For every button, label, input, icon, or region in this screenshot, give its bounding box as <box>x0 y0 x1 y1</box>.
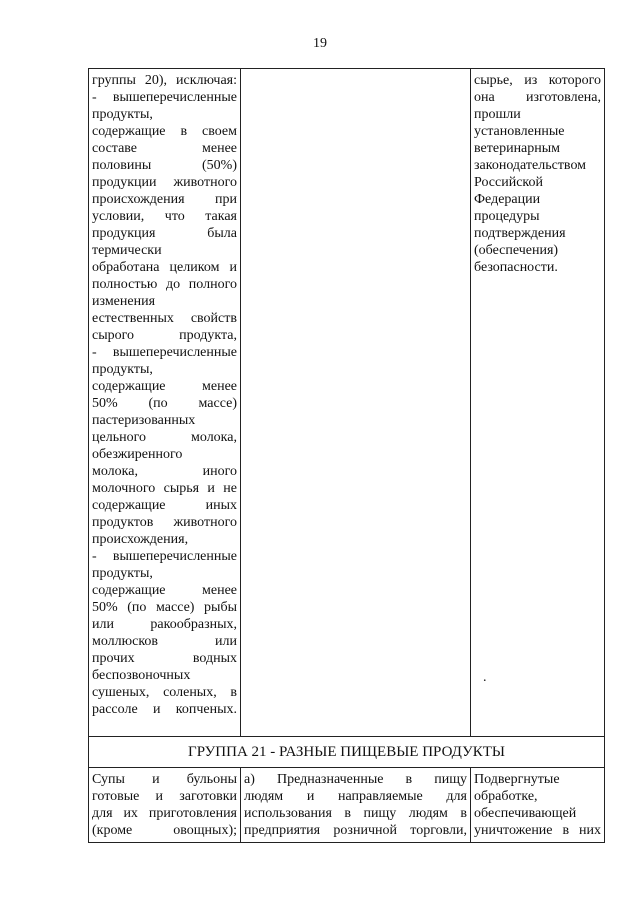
cell-empty <box>241 69 471 737</box>
table-row <box>89 768 605 843</box>
text-line: беспозвоночных <box>92 668 191 683</box>
text-line: она изготовлена, <box>474 90 601 105</box>
text-line: обработана целиком и <box>92 260 237 275</box>
text-line: ветеринарным <box>474 141 561 156</box>
page-number: 19 <box>313 36 327 51</box>
cell-lines <box>92 72 237 718</box>
text-line: продукции животного <box>92 175 237 190</box>
text-line: продукция была <box>92 226 237 241</box>
text-line: установленные <box>474 124 565 139</box>
text-line: подтверждения <box>474 226 566 241</box>
text-line: содержащие иных <box>92 498 237 513</box>
text-line: безопасности. <box>474 260 558 275</box>
cell-conditions <box>471 69 605 737</box>
text-line: содержащие менее <box>92 379 237 394</box>
group-heading: ГРУППА 21 - РАЗНЫЕ ПИЩЕВЫЕ ПРОДУКТЫ <box>89 737 605 768</box>
text-line: готовые и заготовки <box>92 789 237 804</box>
text-line: - вышеперечисленные <box>92 549 237 564</box>
text-line: обеспечивающей <box>474 806 577 821</box>
text-line: естественных свойств <box>92 311 237 326</box>
cell-products-exclusions <box>89 69 241 737</box>
text-line: содержащие в своем <box>92 124 237 139</box>
text-line: условии, что такая <box>92 209 237 224</box>
text-line: предприятия розничной торговли, <box>244 823 467 838</box>
text-line: 50% (по массе) <box>92 396 237 411</box>
cell-lines <box>92 771 237 839</box>
regulation-table <box>88 68 605 843</box>
text-line: Подвергнутые <box>474 772 560 787</box>
text-line: моллюсков или <box>92 634 237 649</box>
text-line: Федерации <box>474 192 541 207</box>
text-line: людям и направляемые для <box>244 789 467 804</box>
text-line: половины (50%) <box>92 158 237 173</box>
cell-lines <box>244 771 467 839</box>
text-line: цельного молока, <box>92 430 237 445</box>
text-line: происхождения, <box>92 532 189 547</box>
text-line: сырого продукта, <box>92 328 237 343</box>
text-line: (кроме овощных); <box>92 823 237 838</box>
text-line: Супы и бульоны <box>92 772 237 787</box>
text-line: рассоле и копченых. <box>92 702 237 717</box>
cell-lines <box>474 72 601 276</box>
text-line: для их приготовления <box>92 806 237 821</box>
text-line: полностью до полного <box>92 277 237 292</box>
cell-purpose <box>241 768 471 843</box>
text-line: продукты, <box>92 566 153 581</box>
text-line: обезжиренного <box>92 447 183 462</box>
text-line: группы 20), исключая: <box>92 73 237 88</box>
text-line: процедуры <box>474 209 540 224</box>
text-line: молочного сырья и не <box>92 481 237 496</box>
stray-dot-mark: . <box>483 670 487 685</box>
text-line: (обеспечения) <box>474 243 559 258</box>
text-line: - вышеперечисленные <box>92 90 237 105</box>
text-line: а) Предназначенные в пищу <box>244 772 467 787</box>
text-line: или ракообразных, <box>92 617 237 632</box>
text-line: использования в пищу людям в <box>244 806 467 821</box>
text-line: пастеризованных <box>92 413 196 428</box>
text-line: прошли <box>474 107 521 122</box>
text-line: прочих водных <box>92 651 237 666</box>
cell-product-name <box>89 768 241 843</box>
text-line: сырье, из которого <box>474 73 601 88</box>
text-line: сушеных, соленых, в <box>92 685 237 700</box>
text-line: продукты, <box>92 362 153 377</box>
text-line: продукты, <box>92 107 153 122</box>
text-line: происхождения при <box>92 192 237 207</box>
text-line: продуктов животного <box>92 515 237 530</box>
text-line: уничтожение в них <box>474 823 601 838</box>
text-line: составе менее <box>92 141 237 156</box>
text-line: 50% (по массе) рыбы <box>92 600 237 615</box>
text-line: законодательством <box>474 158 587 173</box>
cell-lines <box>474 771 601 839</box>
text-line: содержащие менее <box>92 583 237 598</box>
table-row <box>89 69 605 737</box>
text-line: - вышеперечисленные <box>92 345 237 360</box>
group-heading-row <box>89 737 605 768</box>
text-line: обработке, <box>474 789 538 804</box>
text-line: термически <box>92 243 162 258</box>
text-line: изменения <box>92 294 156 309</box>
text-line: молока, иного <box>92 464 237 479</box>
cell-treatment <box>471 768 605 843</box>
text-line: Российской <box>474 175 543 190</box>
